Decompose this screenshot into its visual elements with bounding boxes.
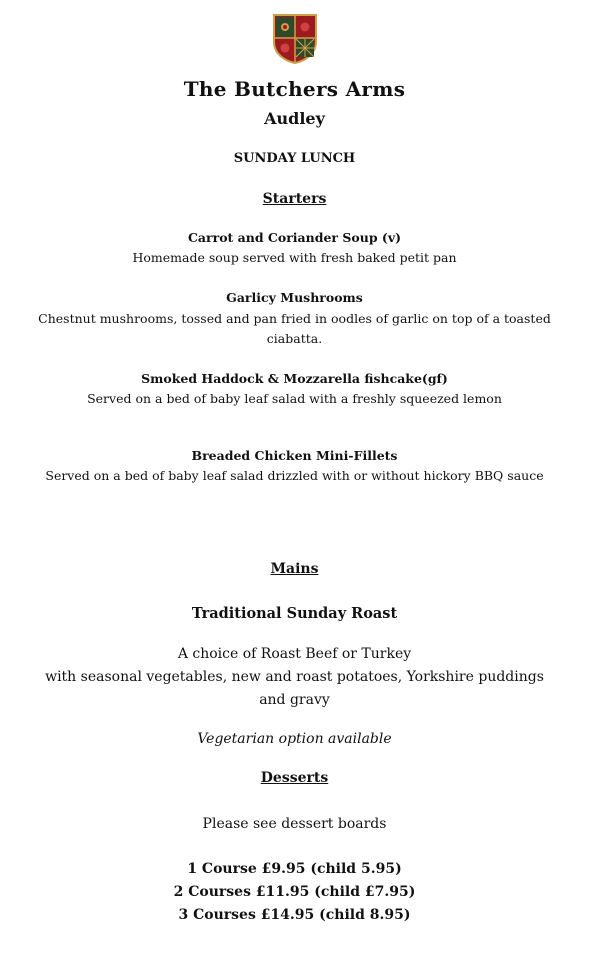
price-line: 2 Courses £11.95 (child £7.95) — [173, 884, 416, 900]
starter-description: Homemade soup served with fresh baked petit pan — [132, 250, 457, 265]
location-name: Audley — [264, 109, 325, 128]
starter-description: Served on a bed of baby leaf salad drizzled with or without hickory BBQ sauce — [45, 468, 544, 483]
starter-name: Garlicy Mushrooms — [226, 290, 363, 305]
main-dish-name: Traditional Sunday Roast — [191, 605, 398, 622]
price-line: 3 Courses £14.95 (child 8.95) — [178, 907, 411, 923]
desserts-heading: Desserts — [260, 770, 329, 786]
price-line: 1 Course £9.95 (child 5.95) — [187, 861, 402, 877]
starter-description: Chestnut mushrooms, tossed and pan fried in oodles of garlic on top of a toasted — [38, 311, 551, 326]
main-dish-description: with seasonal vegetables, new and roast potatoes, Yorkshire puddings — [45, 669, 544, 685]
starter-description-continued: ciabatta. — [266, 331, 323, 346]
starters-heading: Starters — [262, 191, 327, 207]
mains-heading: Mains — [270, 561, 319, 577]
main-dish-description: and gravy — [259, 692, 330, 708]
starter-name: Breaded Chicken Mini-Fillets — [191, 448, 398, 463]
main-dish-description: A choice of Roast Beef or Turkey — [177, 646, 412, 662]
starter-name: Carrot and Coriander Soup (v) — [187, 230, 402, 245]
starter-description: Served on a bed of baby leaf salad with a freshly squeezed lemon — [87, 391, 502, 406]
dessert-note: Please see dessert boards — [202, 816, 387, 832]
restaurant-name: The Butchers Arms — [183, 77, 406, 101]
menu-title: SUNDAY LUNCH — [233, 151, 356, 166]
starter-name: Smoked Haddock & Mozzarella fishcake(gf) — [141, 371, 448, 386]
vegetarian-note: Vegetarian option available — [197, 731, 392, 747]
pub-crest-logo — [271, 12, 319, 64]
